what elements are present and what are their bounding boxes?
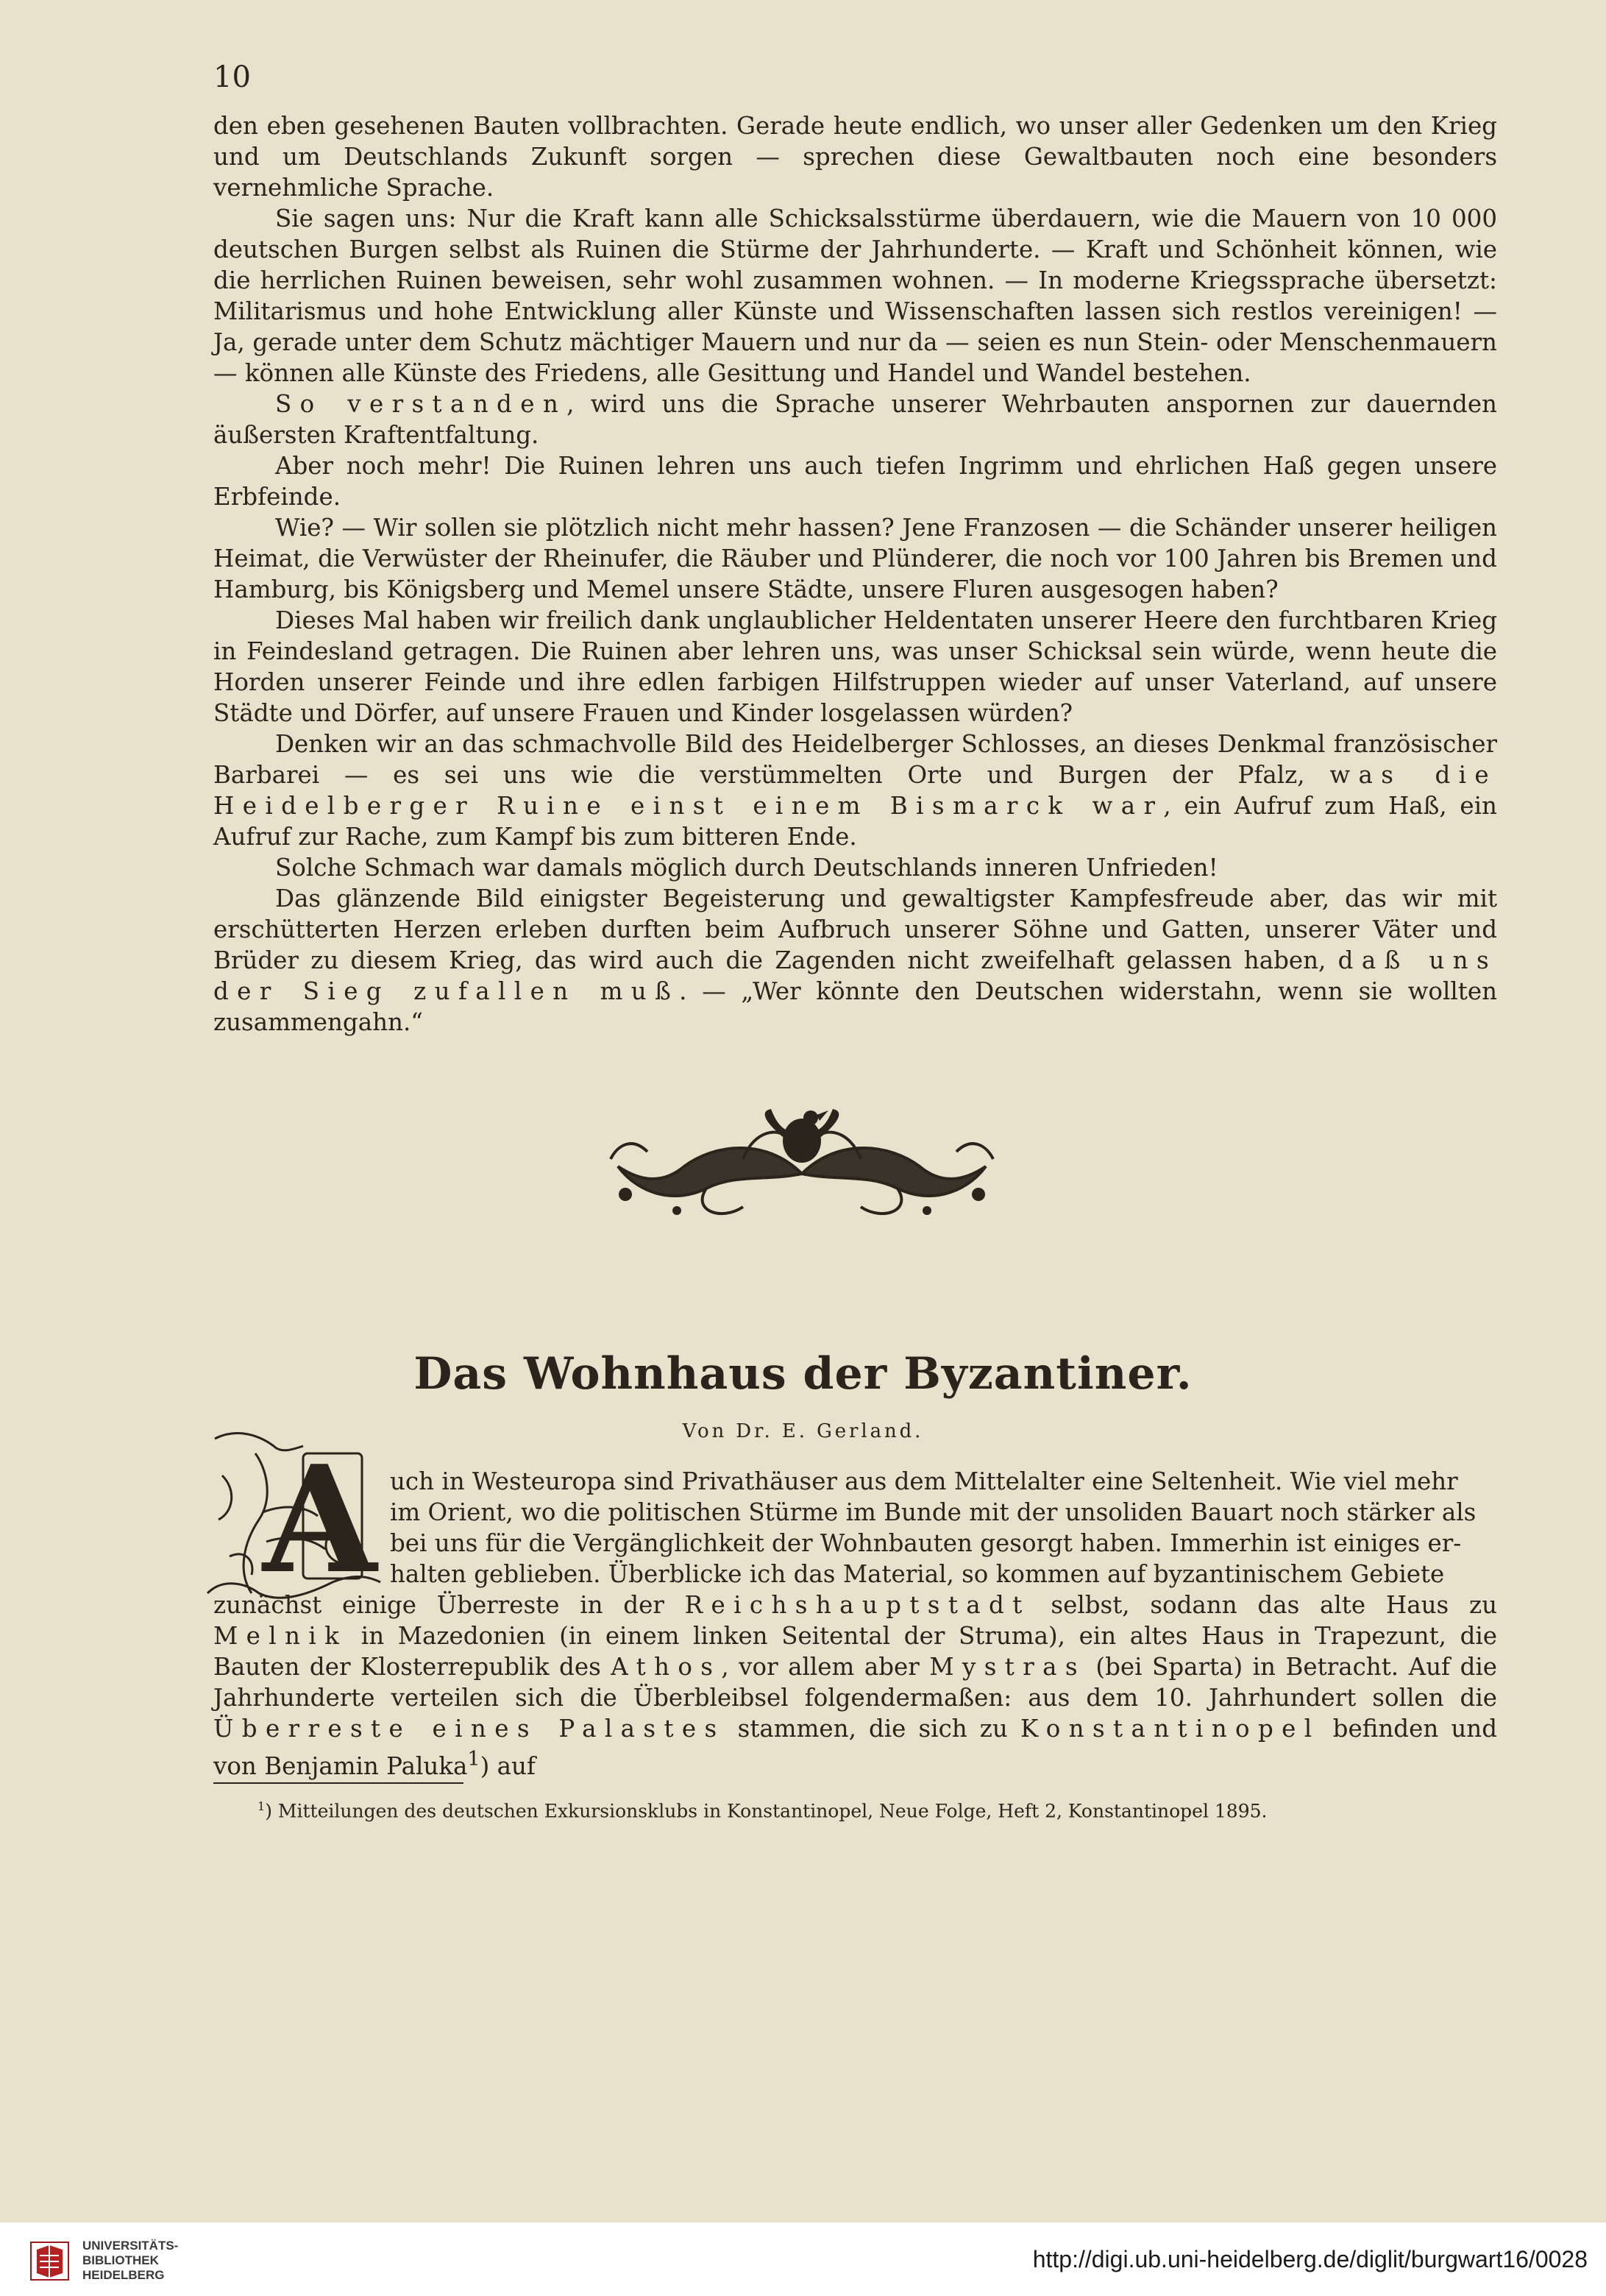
text-run: , wird uns die Sprache unserer Wehrbauten anspornen zur dauernden äußersten Kraftentfaltung. bbox=[213, 390, 1497, 449]
paragraph bbox=[213, 1590, 1497, 1782]
spaced-emphasis: daß uns der Sieg zufallen muß bbox=[213, 946, 1498, 1005]
text-run: in Mazedonien (in einem linken Seitental der Struma), ein altes Haus in Trapezunt, die Bauten der Klosterrepublik des bbox=[213, 1622, 1497, 1681]
paragraph: Aber noch mehr! Die Ruinen lehren uns auch tiefen Ingrimm und ehrlichen Haß gegen unsere Erbfeinde. bbox=[213, 452, 1497, 511]
article-line: im Orient, wo die politischen Stürme im Bunde mit der unsoliden Bauart noch stärker als bbox=[390, 1498, 1477, 1526]
library-footer bbox=[0, 2222, 1606, 2296]
spaced-emphasis: was die Heidelberger Ruine einst einem Bismarck war bbox=[213, 761, 1497, 820]
body-text bbox=[213, 110, 1497, 1038]
page-number: 10 bbox=[213, 60, 251, 94]
paragraph bbox=[213, 729, 1497, 852]
footnote-text: ) Mitteilungen des deutschen Exkursionsklubs in Konstantinopel, Neue Folge, Heft 2, Konstantinopel 1895. bbox=[265, 1800, 1268, 1822]
text-run: Denken wir an das schmachvolle Bild des Heidelberger Schlosses, an dieses Denkmal französischer Barbarei — es sei uns wie die verstümmelten Orte und Burgen der Pfalz, bbox=[213, 730, 1497, 789]
text-run: zunächst einige Überreste in der bbox=[213, 1591, 685, 1619]
article-line: uch in Westeuropa sind Privathäuser aus dem Mittelalter eine Seltenheit. Wie viel mehr bbox=[390, 1467, 1458, 1495]
source-url-link[interactable]: http://digi.ub.uni-heidelberg.de/diglit/burgwart16/0028 bbox=[1032, 2246, 1588, 2272]
library-logo-icon bbox=[29, 2241, 70, 2281]
library-name: UNIVERSITÄTS- BIBLIOTHEK HEIDELBERG bbox=[82, 2239, 179, 2282]
text-run: stammen, die sich zu bbox=[725, 1715, 1020, 1743]
article-title: Das Wohnhaus der Byzantiner. bbox=[413, 1348, 1193, 1400]
article-line: halten geblieben. Überblicke ich das Material, so kommen auf byzantinischem Gebiete bbox=[390, 1560, 1445, 1588]
footnote-divider bbox=[213, 1782, 463, 1784]
text-run: Das glänzende Bild einigster Begeisterung und gewaltigster Kampfesfreude aber, das wir mit erschütterten Herzen erleben durften beim Aufbruch unserer Söhne und Gatten, unserer Väter und Brüder zu diesem Krieg, das wird auch die Zagenden nicht zweifelhaft gelassen haben, bbox=[213, 885, 1497, 974]
paragraph bbox=[213, 389, 1497, 450]
spaced-emphasis: Melnik bbox=[213, 1622, 348, 1650]
footnote-reference[interactable]: 1 bbox=[467, 1748, 480, 1771]
spaced-emphasis: Reichshauptstadt bbox=[684, 1591, 1031, 1619]
text-run: , ein Aufruf zum Haß, ein Aufruf zur Rache, zum Kampf bis zum bitteren Ende. bbox=[213, 792, 1497, 851]
paragraph: Dieses Mal haben wir freilich dank unglaublicher Heldentaten unserer Heere den furchtbaren Krieg in Feindesland getragen. Die Ruinen aber lehren uns, was unser Schicksal sein würde, wenn heute die Horden unserer Feinde und ihre edlen farbigen Hilfstruppen wieder auf unser Vaterland, auf unsere Städte und Dörfer, auf unsere Frauen und Kinder losgelassen würden? bbox=[213, 606, 1497, 727]
footnote bbox=[257, 1794, 1493, 1824]
paragraph: Wie? — Wir sollen sie plötzlich nicht mehr hassen? Jene Franzosen — die Schänder unserer heiligen Heimat, die Verwüster der Rheinufer, die Räuber und Plünderer, die noch vor 100 Jahren bis Bremen und Hamburg, bis Königsberg und Memel unsere Städte, unsere Fluren ausgesogen haben? bbox=[213, 514, 1497, 603]
text-run: (bei Sparta) in Betracht. Auf die Jahrhunderte verteilen sich die Überbleibsel folgendermaßen: aus dem 10. Jahrhundert sollen die bbox=[213, 1653, 1497, 1712]
text-run: , vor allem aber bbox=[721, 1653, 930, 1681]
spaced-emphasis: Überreste eines Palastes bbox=[213, 1715, 725, 1743]
article-byline: Von Dr. E. Gerland. bbox=[682, 1420, 924, 1442]
text-run: befinden und von Benjamin Paluka bbox=[213, 1715, 1498, 1780]
text-run: selbst, sodann das alte Haus zu bbox=[1030, 1591, 1498, 1619]
article-text bbox=[213, 1466, 1497, 1782]
text-run: ) auf bbox=[480, 1751, 536, 1780]
spaced-emphasis: Mystras bbox=[929, 1653, 1086, 1681]
paragraph: den eben gesehenen Bauten vollbrachten. Gerade heute endlich, wo unser aller Gedenken um den Krieg und um Deutschlands Zukunft sorgen — sprechen diese Gewaltbauten noch eine besonders vernehmliche Sprache. bbox=[213, 112, 1497, 202]
paragraph: Sie sagen uns: Nur die Kraft kann alle Schicksalsstürme überdauern, wie die Mauern von 10 000 deutschen Burgen selbst als Ruinen die Stürme der Jahrhunderte. — Kraft und Schönheit können, wie die herrlichen Ruinen beweisen, sehr wohl zusammen wohnen. — In moderne Kriegssprache übersetzt: Militarismus und hohe Entwicklung aller Künste und Wissenschaften lassen sich restlos vereinigen! — Ja, gerade unter dem Schutz mächtiger Mauern und nur da — seien es nun Stein- oder Menschenmauern — können alle Künste des Friedens, alle Gesittung und Handel und Wandel bestehen. bbox=[213, 205, 1497, 387]
footnote-mark: 1 bbox=[257, 1799, 266, 1813]
article-line: bei uns für die Vergänglichkeit der Wohnbauten gesorgt haben. Immerhin ist einiges er- bbox=[390, 1529, 1462, 1557]
paragraph: Solche Schmach war damals möglich durch Deutschlands inneren Unfrieden! bbox=[275, 854, 1218, 882]
spaced-emphasis: So verstanden bbox=[275, 390, 567, 418]
drop-cap-letter: A bbox=[263, 1434, 377, 1604]
spaced-emphasis: Athos bbox=[611, 1653, 722, 1681]
ornament-vignette-icon bbox=[596, 1108, 1008, 1225]
paragraph bbox=[213, 883, 1497, 1038]
text-run: . — „Wer könnte den Deutschen widerstahn, wenn sie wollten zusammengahn.“ bbox=[213, 977, 1497, 1036]
spaced-emphasis: Konstantinopel bbox=[1020, 1715, 1321, 1743]
